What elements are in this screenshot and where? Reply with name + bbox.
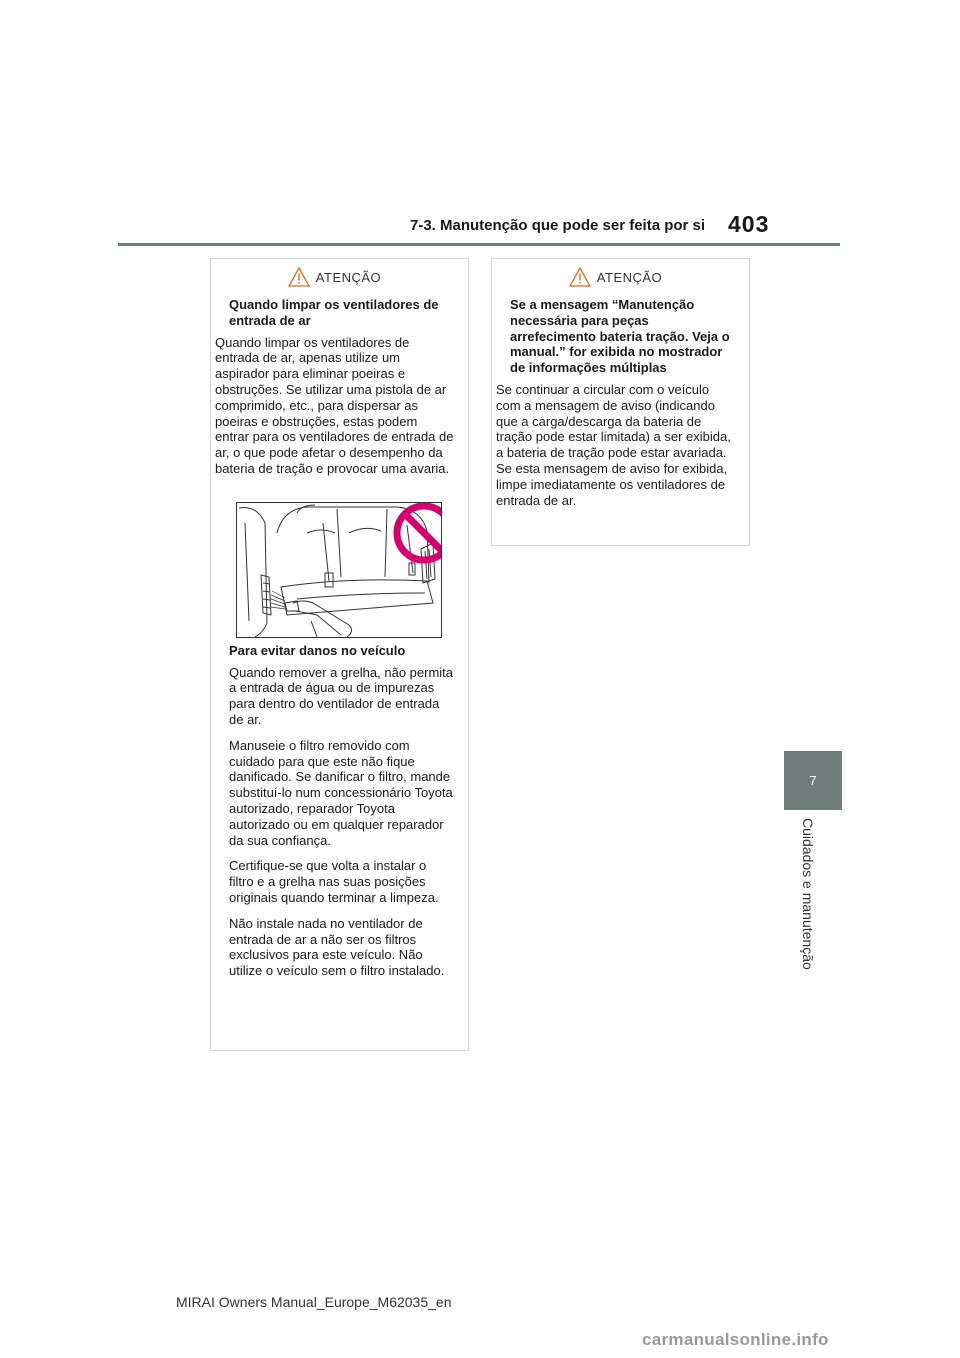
warning-heading — [496, 265, 735, 289]
illustration-drawing — [237, 503, 442, 638]
paragraph-cleaning: Quando limpar os ventiladores de entrada de ar, apenas utilize um aspirador para eliminar poeiras e obstruções. Se utilizar uma pistola de ar comprimido, etc., para dispersar as poeiras e obstruções, estas podem entrar para os ventiladores de entrada de ar, o que pode afetar o desempenho da bateria de tração e provocar uma avaria. — [215, 334, 454, 476]
subheading-avoid-damage: Para evitar danos no veículo — [229, 642, 406, 658]
paragraph-filter-handling: Manuseie o filtro removido com cuidado para que este não fique danificado. Se danificar o filtro, mande substituí-lo num concessionário Toyota autorizado, reparador Toyota autorizado ou em qualquer reparador da sua confiança. — [229, 737, 453, 848]
warning-triangle-icon — [288, 267, 310, 287]
paragraph-no-install: Não instale nada no ventilador de entrada de ar a não ser os filtros exclusivos para este veículo. Não utilize o veículo sem o filtro instalado. — [229, 915, 445, 979]
paragraph-grille: Quando remover a grelha, não permita a entrada de água ou de impurezas para dentro do ventilador de entrada de ar. — [229, 664, 454, 727]
chapter-tab — [784, 751, 842, 810]
warning-box-left — [210, 258, 469, 1051]
section-title: 7-3. Manutenção que pode ser feita por si — [410, 217, 706, 234]
illustration-rear-seat-air-gun — [236, 502, 442, 638]
prohibition-icon — [397, 506, 442, 560]
footer-doc-name: MIRAI Owners Manual_Europe_M62035_en — [176, 1294, 452, 1310]
watermark: carmanualsonline.info — [642, 1330, 829, 1349]
page-number: 403 — [728, 211, 770, 237]
header-rule — [118, 243, 840, 246]
paragraph-maintenance-message: Se continuar a circular com o veículo com a mensagem de aviso (indicando que a carga/descarga da bateria de tração pode estar limitada) a ser exibida, a bateria de tração pode estar avariada. Se esta mensagem de aviso for exibida, limpe imediatamente os ventiladores de entrada de ar. — [496, 381, 731, 508]
warning-heading — [215, 265, 454, 289]
chapter-label: Cuidados e manutenção — [800, 818, 816, 970]
warning-triangle-icon — [569, 267, 591, 287]
warning-heading-text: ATENÇÃO — [315, 269, 382, 285]
chapter-number: 7 — [809, 773, 817, 788]
subheading-cleaning: Quando limpar os ventiladores de entrada de ar — [229, 297, 439, 328]
warning-box-right — [491, 258, 750, 546]
paragraph-reinstall: Certifique-se que volta a instalar o filtro e a grelha nas suas posições originais quando terminar a limpeza. — [229, 858, 439, 905]
subheading-maintenance-message: Se a mensagem “Manutenção necessária para peças arrefecimento bateria tração. Veja o manual.” for exibida no mostrador de informações múltiplas — [510, 297, 730, 376]
warning-heading-text: ATENÇÃO — [596, 269, 663, 285]
